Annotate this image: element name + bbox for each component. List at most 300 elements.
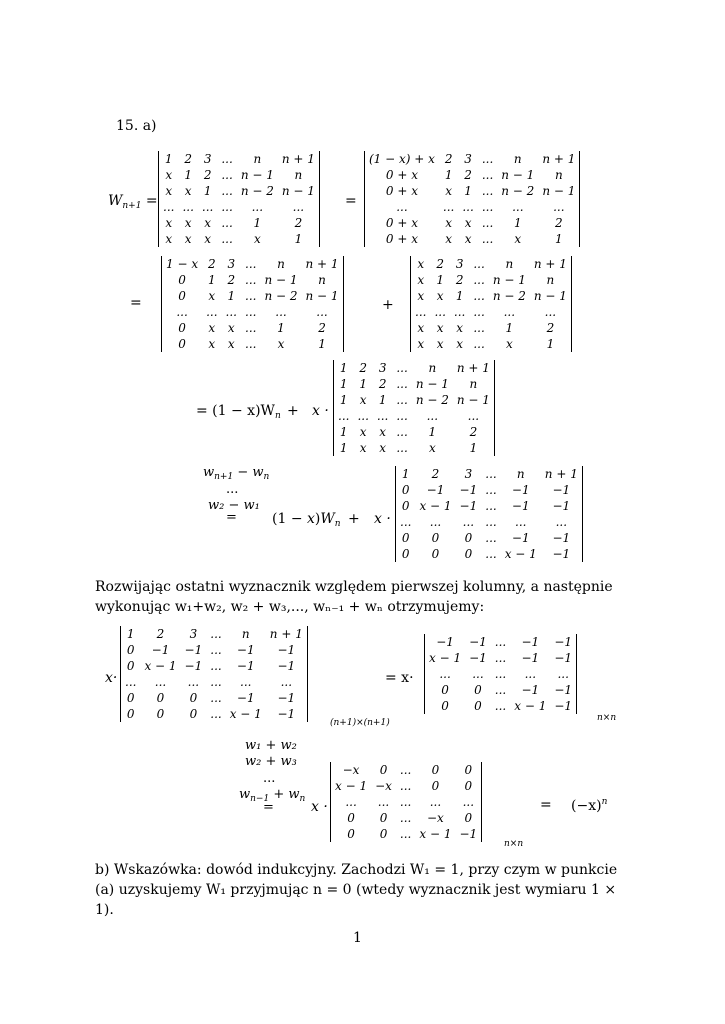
determinant-row	[334, 408, 494, 424]
plus-sign: +	[287, 403, 299, 419]
matrix-entry: ...	[245, 321, 257, 335]
matrix-entry: 3	[203, 152, 212, 166]
matrix-entry: 0 + x	[385, 168, 418, 182]
matrix-entry: 0	[401, 499, 410, 513]
matrix-entry: n	[277, 257, 285, 271]
matrix-entry: x	[417, 273, 425, 287]
determinant-row	[365, 215, 579, 231]
matrix-entry: 2	[203, 168, 212, 182]
determinant-row	[425, 634, 576, 650]
matrix-entry: 0	[379, 763, 388, 777]
matrix-entry: −1	[436, 635, 454, 649]
matrix-entry: ...	[221, 232, 233, 246]
determinant-row	[396, 498, 582, 514]
determinant-table	[396, 466, 582, 562]
page-number: 1	[353, 930, 362, 946]
matrix-entry: x	[514, 232, 522, 246]
matrix-entry: n + 1	[281, 152, 315, 166]
matrix-entry: n	[428, 361, 437, 375]
matrix-entry: x − 1	[419, 827, 452, 841]
determinant-row	[121, 674, 307, 690]
matrix-entry: 0	[464, 779, 473, 793]
matrix-entry: 2	[546, 321, 555, 335]
eq-x-dot: = x·	[385, 670, 414, 686]
matrix-entry: ...	[485, 499, 497, 513]
matrix-entry: 0	[401, 531, 410, 545]
matrix-entry: x	[417, 289, 425, 303]
determinant-row	[331, 778, 481, 794]
determinant-row	[121, 658, 307, 674]
determinant-row	[159, 151, 319, 167]
determinant-table	[411, 256, 571, 352]
matrix-entry: −1	[426, 483, 445, 497]
matrix-entry: 3	[227, 257, 236, 271]
matrix-entry: −x	[342, 763, 360, 777]
row-op-w1-plus-w2: w₁ + w₂	[245, 738, 297, 753]
matrix-entry: n − 1	[264, 273, 298, 287]
matrix-entry: −1	[459, 483, 478, 497]
matrix-entry: 0	[178, 321, 186, 335]
matrix-entry: 1	[428, 425, 437, 439]
matrix-entry: ...	[357, 409, 369, 423]
matrix-entry: 0	[431, 763, 440, 777]
matrix-entry: ...	[316, 305, 328, 319]
matrix-entry: −1	[554, 651, 573, 665]
matrix-entry: −1	[552, 499, 571, 513]
determinant-row	[425, 682, 576, 698]
matrix-entry: n	[253, 152, 262, 166]
lhs-W-n1: $W_{n+1}$ =	[108, 193, 158, 211]
matrix-entry: x	[359, 425, 367, 439]
matrix-entry: −1	[554, 683, 573, 697]
matrix-entry: x	[464, 216, 472, 230]
matrix-entry: n + 1	[544, 467, 578, 481]
matrix-entry: 0	[189, 707, 198, 721]
matrix-entry: ...	[494, 635, 507, 649]
matrix-entry: 0	[431, 531, 440, 545]
determinant-row	[162, 272, 343, 288]
matrix-entry: −1	[521, 651, 540, 665]
matrix-entry: 1	[339, 393, 348, 407]
matrix-entry: n − 2	[240, 184, 274, 198]
matrix-entry: x	[165, 168, 173, 182]
matrix-entry: −x	[375, 779, 392, 793]
matrix-entry: −1	[552, 531, 571, 545]
matrix-entry: x	[379, 441, 387, 455]
matrix-entry: 0	[178, 289, 186, 303]
matrix-entry: 2	[555, 216, 563, 230]
matrix-entry: ...	[210, 627, 222, 641]
paragraph-hint: b) Wskazówka: dowód indukcyjny. Zachodzi W₁ = 1, przy czym w punkcie (a) uzyskujemy W₁ przyjmując n = 0 (wtedy wyznacznik jest wymiaru 1 × 1).	[95, 862, 618, 918]
matrix-entry: 0	[126, 691, 135, 705]
matrix-entry: −1	[277, 643, 296, 657]
matrix-entry: ...	[481, 200, 494, 214]
matrix-entry: x	[184, 184, 192, 198]
matrix-entry: 0	[464, 763, 473, 777]
matrix-entry: −1	[554, 699, 573, 713]
determinant-row	[411, 256, 571, 272]
matrix-entry: ...	[245, 305, 257, 319]
determinant-row	[396, 482, 582, 498]
determinant-row	[162, 320, 343, 336]
determinant-row	[162, 256, 343, 272]
matrix-entry: 0	[464, 547, 473, 561]
matrix-entry: ...	[182, 200, 194, 214]
matrix-entry: ...	[524, 667, 537, 681]
matrix-entry: n − 1	[240, 168, 274, 182]
size-nxn: n×n	[597, 713, 617, 723]
matrix-entry: x	[456, 337, 464, 351]
plus-sign: +	[382, 297, 394, 313]
matrix-entry: 3	[189, 627, 198, 641]
matrix-entry: x	[445, 216, 453, 230]
matrix-entry: 2	[436, 257, 444, 271]
matrix-entry: ...	[377, 795, 390, 809]
matrix-entry: −1	[277, 691, 296, 705]
matrix-entry: 1	[359, 377, 367, 391]
matrix-entry: x	[227, 321, 235, 335]
matrix-entry: ...	[399, 779, 412, 793]
matrix-entry: ...	[399, 827, 412, 841]
row-op-dots: ...	[226, 482, 239, 497]
matrix-entry: x	[208, 289, 216, 303]
determinant-row	[365, 231, 579, 247]
matrix-entry: ...	[494, 699, 507, 713]
matrix-entry: ...	[345, 795, 357, 809]
matrix-entry: n − 2	[492, 289, 526, 303]
matrix-entry: ...	[210, 691, 222, 705]
determinant-row	[365, 183, 579, 199]
matrix-entry: x	[379, 425, 387, 439]
matrix-entry: ...	[473, 289, 485, 303]
matrix-entry: ...	[481, 216, 494, 230]
matrix-entry: 0	[431, 779, 440, 793]
matrix-entry: 0	[431, 547, 440, 561]
matrix-entry: −1	[459, 827, 478, 841]
matrix-entry: −1	[184, 643, 203, 657]
matrix-entry: ...	[439, 667, 451, 681]
matrix-entry: x	[165, 232, 173, 246]
matrix-entry: 1	[339, 441, 348, 455]
determinant-row	[159, 199, 319, 215]
matrix-entry: 0 + x	[385, 232, 418, 246]
matrix-entry: ...	[221, 168, 233, 182]
matrix-entry: −1	[554, 635, 573, 649]
matrix-entry: n + 1	[533, 257, 567, 271]
matrix-entry: ...	[280, 675, 293, 689]
matrix-entry: ...	[396, 425, 408, 439]
matrix-entry: ...	[187, 675, 200, 689]
determinant-table	[365, 151, 579, 247]
determinant-row	[331, 794, 481, 810]
determinant-row	[331, 762, 481, 778]
matrix-entry: 3	[464, 467, 473, 481]
matrix-entry: 2	[208, 257, 216, 271]
matrix-entry: −1	[521, 683, 540, 697]
matrix-entry: 1	[294, 232, 303, 246]
matrix-entry: ...	[434, 305, 446, 319]
matrix-entry: ...	[245, 337, 257, 351]
matrix-entry: ...	[473, 273, 485, 287]
determinant-row	[121, 626, 307, 642]
determinant-table	[121, 626, 307, 722]
matrix-entry: x	[505, 337, 513, 351]
matrix-entry: −1	[151, 643, 170, 657]
matrix-entry: 1	[555, 232, 563, 246]
matrix-entry: ...	[453, 305, 466, 319]
matrix-entry: ...	[467, 409, 480, 423]
matrix-entry: x	[359, 441, 367, 455]
matrix-entry: 1 − x	[166, 257, 199, 271]
matrix-entry: ...	[485, 531, 497, 545]
determinant-D	[410, 256, 572, 352]
matrix-entry: ...	[396, 409, 408, 423]
matrix-entry: ...	[210, 707, 222, 721]
matrix-entry: ...	[292, 200, 305, 214]
determinant-row	[425, 650, 576, 666]
matrix-entry: ...	[210, 643, 222, 657]
matrix-entry: x − 1	[144, 659, 177, 673]
result-minus-x-pow-n: $(-x)^n$	[571, 797, 608, 814]
determinant-C	[161, 256, 344, 352]
matrix-entry: (1 − x) + x	[369, 152, 435, 166]
determinant-row	[365, 151, 579, 167]
matrix-entry: −1	[469, 635, 487, 649]
matrix-entry: n	[505, 257, 514, 271]
equals-sign: =	[263, 800, 274, 815]
determinant-row	[162, 288, 343, 304]
matrix-entry: ...	[494, 651, 507, 665]
matrix-entry: n	[516, 467, 525, 481]
matrix-entry: 0	[156, 691, 165, 705]
matrix-entry: ...	[485, 547, 497, 561]
matrix-entry: 1	[401, 467, 410, 481]
x-dot: x ·	[311, 799, 328, 815]
paragraph-expansion: Rozwijając ostatni wyznacznik względem pierwszej kolumny, a następnie wykonując w₁+w₂, w₂ + w₃,..., wₙ₋₁ + wₙ otrzymujemy:	[95, 579, 613, 615]
matrix-entry: 1	[455, 289, 464, 303]
matrix-entry: 0	[441, 699, 449, 713]
matrix-entry: ...	[396, 441, 408, 455]
matrix-entry: 1	[469, 441, 478, 455]
matrix-entry: x	[436, 337, 444, 351]
determinant-A	[158, 151, 320, 247]
matrix-entry: x	[184, 216, 192, 230]
matrix-entry: 0	[178, 337, 186, 351]
matrix-entry: ...	[154, 675, 167, 689]
matrix-entry: x	[165, 184, 173, 198]
matrix-entry: x	[208, 321, 216, 335]
matrix-entry: ...	[245, 289, 257, 303]
matrix-entry: −1	[469, 651, 487, 665]
matrix-entry: ...	[396, 377, 408, 391]
matrix-entry: ...	[221, 200, 233, 214]
matrix-entry: ...	[494, 683, 507, 697]
determinant-row	[411, 272, 571, 288]
matrix-entry: n − 1	[456, 393, 490, 407]
matrix-entry: ...	[481, 152, 494, 166]
row-op-w2-minus-w1: w₂ − w₁	[208, 498, 260, 513]
matrix-entry: ...	[494, 667, 507, 681]
determinant-B	[364, 151, 580, 247]
matrix-entry: 2	[444, 152, 453, 166]
determinant-F	[395, 466, 583, 562]
x-dot: x ·	[374, 511, 391, 527]
matrix-entry: ...	[426, 409, 439, 423]
determinant-row	[396, 466, 582, 482]
determinant-row	[159, 215, 319, 231]
matrix-entry: ...	[481, 184, 494, 198]
matrix-entry: −1	[459, 499, 478, 513]
determinant-row	[331, 826, 481, 842]
matrix-entry: n − 2	[264, 289, 298, 303]
matrix-entry: −1	[236, 643, 255, 657]
matrix-entry: 2	[294, 216, 303, 230]
matrix-entry: ...	[201, 200, 214, 214]
equals-sign: =	[540, 797, 552, 813]
determinant-row	[121, 690, 307, 706]
matrix-entry: 1	[164, 152, 173, 166]
matrix-entry: n − 2	[501, 184, 535, 198]
matrix-entry: −1	[511, 483, 530, 497]
matrix-entry: −1	[511, 499, 530, 513]
matrix-entry: x	[417, 321, 425, 335]
equals-sign: =	[345, 193, 357, 209]
matrix-entry: x	[456, 321, 464, 335]
matrix-entry: 0	[379, 811, 388, 825]
matrix-entry: ...	[557, 667, 569, 681]
matrix-entry: 3	[464, 152, 472, 166]
matrix-entry: ...	[376, 409, 389, 423]
matrix-entry: 1	[339, 425, 348, 439]
determinant-row	[411, 288, 571, 304]
matrix-entry: n + 1	[542, 152, 576, 166]
matrix-entry: ...	[399, 763, 412, 777]
matrix-entry: ...	[485, 515, 497, 529]
matrix-entry: ...	[396, 200, 408, 214]
matrix-entry: 1	[444, 168, 453, 182]
matrix-entry: n + 1	[305, 257, 339, 271]
determinant-row	[411, 320, 571, 336]
matrix-entry: ...	[462, 795, 475, 809]
matrix-entry: 0	[401, 547, 410, 561]
matrix-entry: 1	[436, 273, 444, 287]
matrix-entry: 1	[513, 216, 522, 230]
matrix-entry: −1	[511, 531, 530, 545]
matrix-entry: ...	[473, 321, 485, 335]
matrix-entry: ...	[396, 393, 408, 407]
determinant-E	[333, 360, 495, 456]
matrix-entry: −1	[236, 691, 255, 705]
determinant-row	[396, 514, 582, 530]
matrix-entry: 2	[378, 377, 387, 391]
matrix-entry: x − 1	[335, 779, 368, 793]
matrix-entry: −1	[521, 635, 540, 649]
matrix-entry: ...	[442, 200, 455, 214]
matrix-entry: 0	[441, 683, 449, 697]
determinant-table	[331, 762, 481, 842]
determinant-row	[365, 167, 579, 183]
matrix-entry: ...	[240, 675, 252, 689]
matrix-entry: ...	[553, 200, 565, 214]
matrix-entry: ...	[176, 305, 188, 319]
matrix-entry: n − 1	[281, 184, 315, 198]
matrix-entry: 1	[277, 321, 285, 335]
matrix-entry: ...	[472, 667, 484, 681]
row-op-wn1-minus-wn: $w_{n+1} - w_n$	[203, 465, 270, 482]
determinant-table	[162, 256, 343, 352]
matrix-entry: 1	[339, 361, 348, 375]
problem-label: 15. a)	[116, 118, 157, 134]
matrix-entry: x	[204, 216, 212, 230]
matrix-entry: ...	[503, 305, 516, 319]
matrix-entry: 1	[546, 337, 555, 351]
determinant-row	[159, 167, 319, 183]
matrix-entry: ...	[512, 200, 524, 214]
matrix-entry: −1	[277, 659, 296, 673]
determinant-table	[159, 151, 319, 247]
matrix-entry: ...	[396, 361, 408, 375]
matrix-entry: x	[464, 232, 472, 246]
matrix-entry: −1	[552, 547, 571, 561]
determinant-row	[425, 698, 576, 714]
matrix-entry: 1	[208, 273, 216, 287]
determinant-row	[396, 530, 582, 546]
matrix-entry: n − 2	[415, 393, 449, 407]
matrix-entry: 2	[464, 168, 472, 182]
matrix-entry: n	[318, 273, 326, 287]
matrix-entry: 0	[126, 643, 135, 657]
matrix-entry: −x	[427, 811, 444, 825]
determinant-row	[334, 392, 494, 408]
matrix-entry: 1	[339, 377, 348, 391]
matrix-entry: ...	[429, 795, 442, 809]
matrix-entry: ...	[210, 675, 222, 689]
matrix-entry: x − 1	[504, 547, 537, 561]
matrix-entry: 1	[184, 168, 192, 182]
size-n1xn1: (n+1)×(n+1)	[330, 718, 390, 728]
matrix-entry: ...	[399, 811, 412, 825]
determinant-row	[334, 424, 494, 440]
matrix-entry: 1	[318, 337, 326, 351]
matrix-entry: n	[469, 377, 478, 391]
matrix-entry: ...	[555, 515, 568, 529]
matrix-entry: x	[436, 321, 444, 335]
matrix-entry: ...	[481, 232, 494, 246]
matrix-entry: ...	[515, 515, 527, 529]
matrix-entry: n + 1	[456, 361, 490, 375]
matrix-entry: x	[359, 393, 367, 407]
determinant-row	[411, 304, 571, 320]
determinant-row	[121, 642, 307, 658]
row-op-w2-plus-w3: w₂ + w₃	[245, 754, 297, 769]
matrix-entry: x	[253, 232, 261, 246]
determinant-row	[162, 336, 343, 352]
row-op-wn1-plus-wn: $w_{n-1} + w_n$	[239, 787, 306, 804]
matrix-entry: 2	[318, 321, 326, 335]
matrix-entry: ...	[399, 795, 412, 809]
matrix-entry: n	[554, 168, 563, 182]
determinant-row	[396, 546, 582, 562]
matrix-entry: 2	[469, 425, 478, 439]
matrix-entry: ...	[221, 184, 233, 198]
matrix-entry: −1	[236, 659, 255, 673]
matrix-entry: ...	[415, 305, 427, 319]
matrix-entry: 0	[126, 659, 135, 673]
matrix-entry: x	[436, 289, 444, 303]
matrix-entry: 0	[474, 699, 482, 713]
matrix-entry: 0	[464, 811, 473, 825]
size-nxn: n×n	[504, 839, 524, 849]
